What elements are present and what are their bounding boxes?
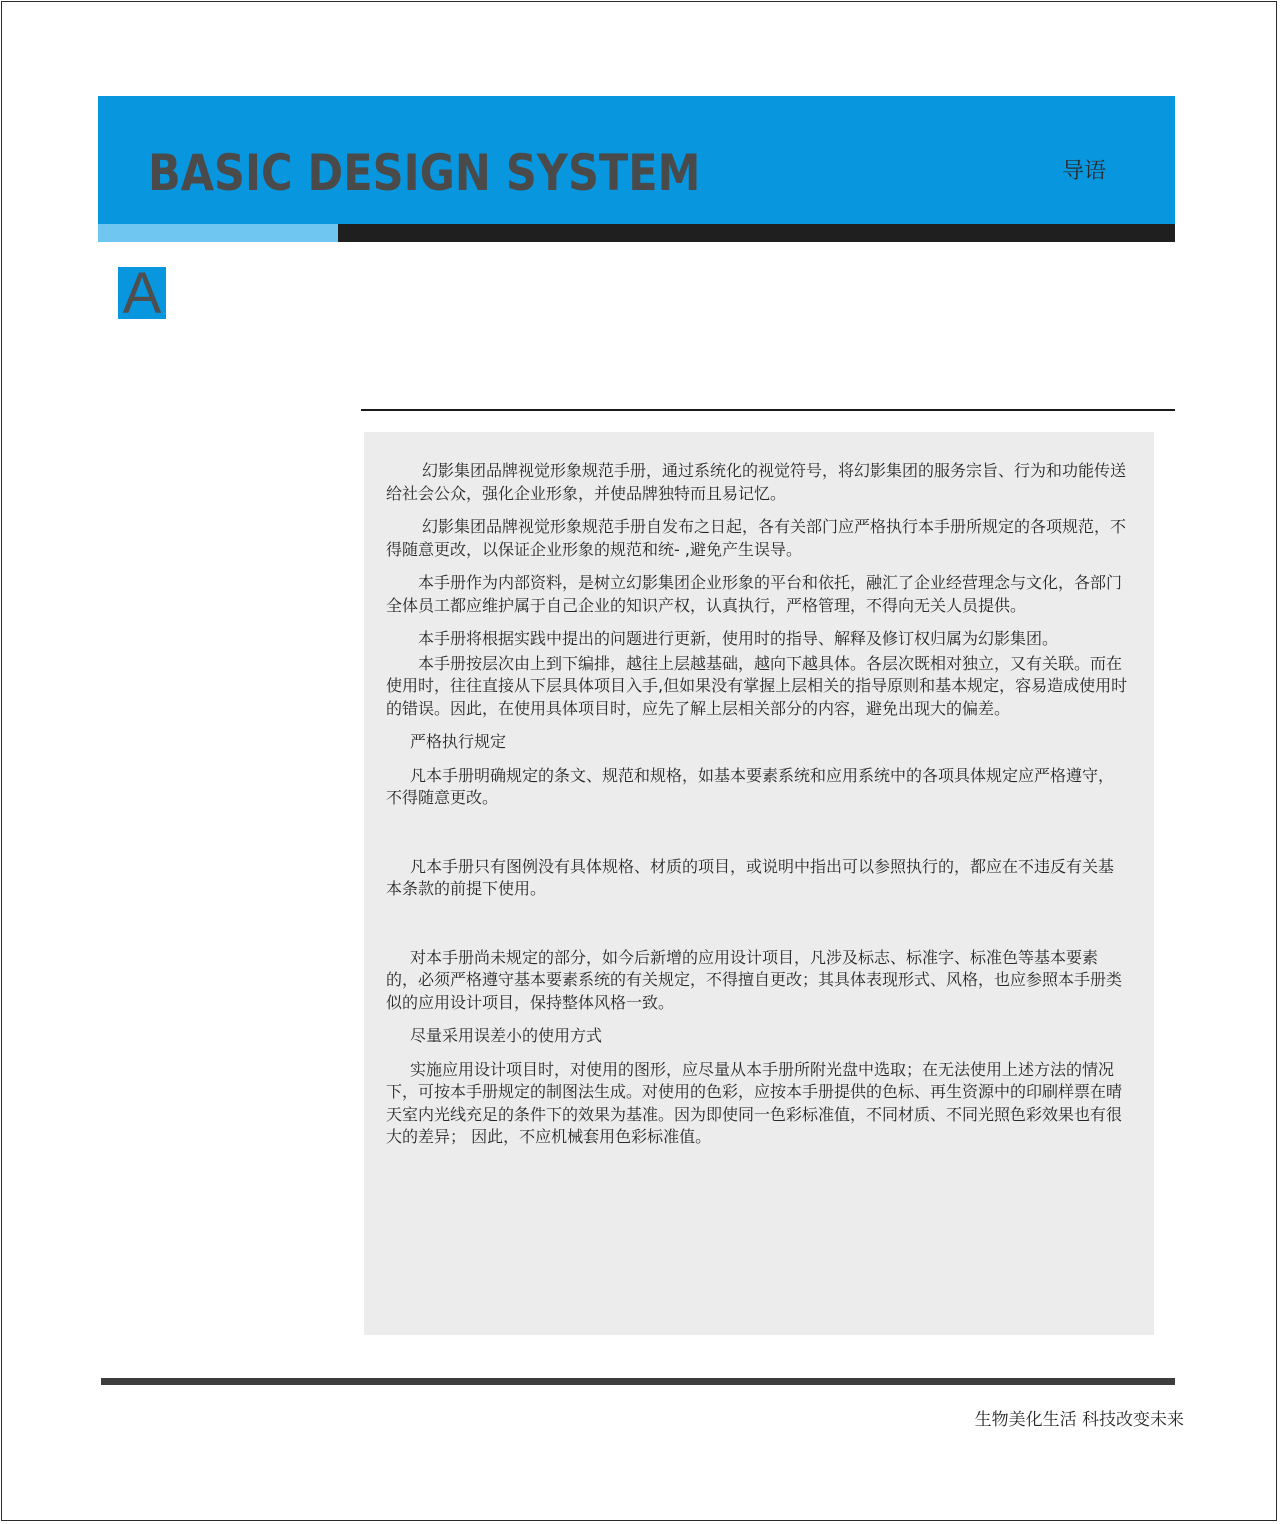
- header-dark-strip: [338, 224, 1175, 242]
- paragraph: 本手册按层次由上到下编排，越往上层越基础，越向下越具体。各层次既相对独立，又有关联。而在使用时，往往直接从下层具体项目入手,但如果没有掌握上层相关的指导原则和基本规定，容易造成使用时的错误。因此，在使用具体项目时，应先了解上层相关部分的内容，避免出现大的偏差。: [386, 653, 1128, 718]
- paragraph: 对本手册尚未规定的部分，如今后新增的应用设计项目，凡涉及标志、标准字、标准色等基本要素的，必须严格遵守基本要素系统的有关规定，不得擅自更改；其具体表现形式、风格，也应参照本手册类似的应用设计项目，保持整体风格一致。: [386, 947, 1123, 1012]
- content-top-rule: [361, 409, 1175, 411]
- paragraph: 本手册作为内部资料，是树立幻影集团企业形象的平台和依托，融汇了企业经营理念与文化，各部门全体员工都应维护属于自己企业的知识产权，认真执行，严格管理，不得向无关人员提供。: [386, 573, 1123, 615]
- subheading: 尽量采用误差小的使用方式: [410, 1026, 603, 1045]
- subheading: 严格执行规定: [410, 732, 507, 751]
- footer-rule: [101, 1378, 1175, 1385]
- paragraph: 实施应用设计项目时，对使用的图形，应尽量从本手册所附光盘中选取；在无法使用上述方法的情况下，可按本手册规定的制图法生成。对使用的色彩，应按本手册提供的色标、再生资源中的印刷样票在晴天室内光线充足的条件下的效果为基准。因为即使同一色彩标准值，不同材质、不同光照色彩效果也有很大的差异； 因此，不应机械套用色彩标准值。: [386, 1059, 1123, 1146]
- paragraph: 本手册将根据实践中提出的问题进行更新，使用时的指导、解释及修订权归属为幻影集团。: [418, 629, 1059, 648]
- section-letter-badge: [118, 267, 166, 319]
- section-letter: A: [122, 267, 162, 319]
- paragraph: 幻影集团品牌视觉形象规范手册自发布之日起，各有关部门应严格执行本手册所规定的各项规范，不得随意更改，以保证企业形象的规范和统- ,避免产生误导。: [386, 517, 1127, 559]
- section-label: 导语: [1062, 159, 1107, 184]
- header-accent-strip: [98, 224, 338, 242]
- paragraph: 幻影集团品牌视觉形象规范手册，通过系统化的视觉符号，将幻影集团的服务宗旨、行为和功能传送给社会公众，强化企业形象，并使品牌独特而且易记忆。: [386, 461, 1127, 503]
- content-body: [386, 460, 1128, 1160]
- paragraph: 凡本手册只有图例没有具体规格、材质的项目，或说明中指出可以参照执行的，都应在不违反有关基本条款的前提下使用。: [386, 856, 1115, 898]
- header-title: BASIC DESIGN SYSTEM: [148, 144, 701, 202]
- paragraph: 凡本手册明确规定的条文、规范和规格，如基本要素系统和应用系统中的各项具体规定应严格遵守，不得随意更改。: [386, 765, 1115, 807]
- footer-slogan: 生物美化生活 科技改变未来: [974, 1410, 1184, 1430]
